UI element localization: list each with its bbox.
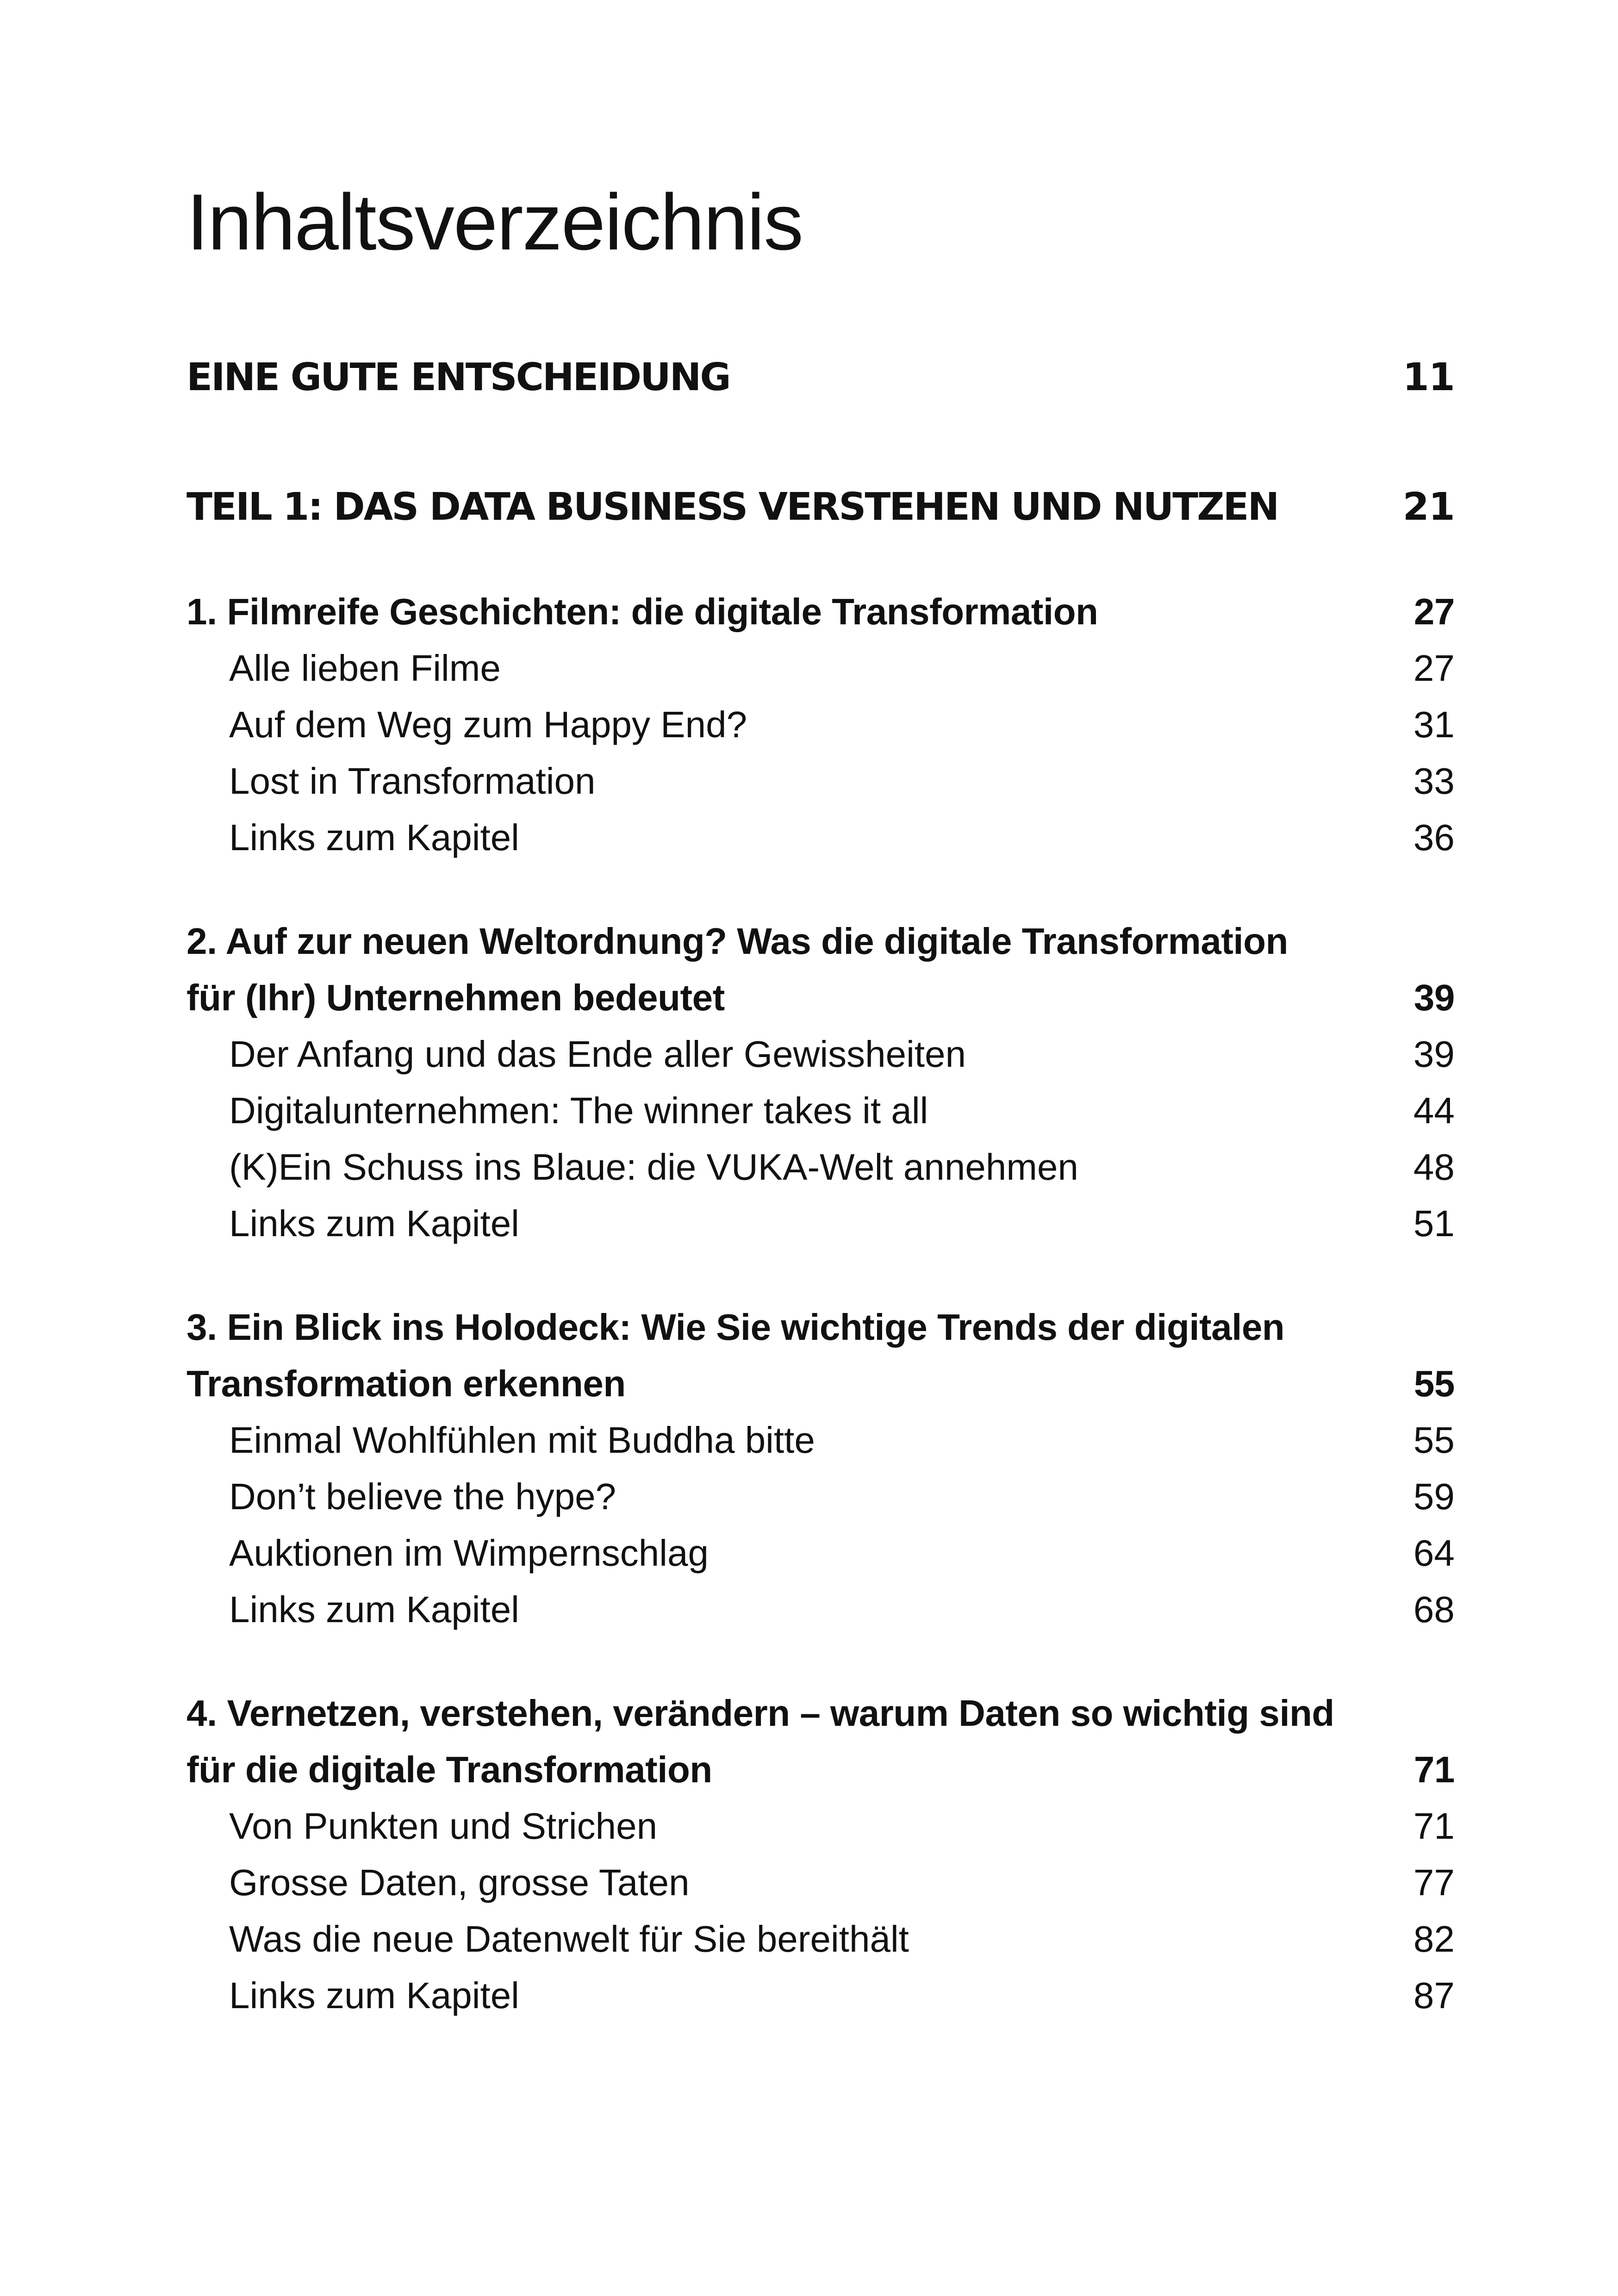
toc-chapter-entry[interactable]: [187, 914, 1455, 969]
chapter-title-continued: Transformation erkennen: [187, 1363, 626, 1404]
section-title: Links zum Kapitel: [229, 1589, 519, 1630]
part-title: TEIL 1: DAS DATA BUSINESS VERSTEHEN UND NUTZEN: [187, 485, 1278, 529]
chapter-title: 3. Ein Blick ins Holodeck: Wie Sie wichtige Trends der digitalen: [187, 1307, 1285, 1348]
chapter-title: 4. Vernetzen, verstehen, verändern – warum Daten so wichtig sind: [187, 1692, 1334, 1734]
section-title: Einmal Wohlfühlen mit Buddha bitte: [229, 1419, 815, 1461]
toc-section-entry[interactable]: [187, 1412, 1455, 1468]
section-title: Grosse Daten, grosse Taten: [229, 1862, 690, 1903]
page-number: 82: [1413, 1918, 1455, 1960]
part-title: EINE GUTE ENTSCHEIDUNG: [187, 355, 730, 399]
section-title: Don’t believe the hype?: [229, 1476, 616, 1517]
section-title: Der Anfang und das Ende aller Gewissheiten: [229, 1033, 966, 1075]
toc-chapter-entry[interactable]: [187, 1300, 1455, 1355]
toc-chapter-entry[interactable]: [187, 1686, 1455, 1741]
toc-section-entry[interactable]: [187, 1469, 1455, 1524]
page-number: 31: [1413, 704, 1455, 745]
chapter-title-continued: für (Ihr) Unternehmen bedeutet: [187, 977, 725, 1018]
toc-page: [187, 0, 1455, 2296]
page-number: 64: [1413, 1532, 1455, 1574]
section-title: Auf dem Weg zum Happy End?: [229, 704, 747, 745]
page-number: 36: [1413, 817, 1455, 858]
chapter-title: 2. Auf zur neuen Weltordnung? Was die digitale Transformation: [187, 921, 1288, 962]
page-number: 59: [1413, 1476, 1455, 1517]
page-number: 87: [1413, 1975, 1455, 2016]
toc-section-entry[interactable]: [187, 1083, 1455, 1139]
toc-section-entry[interactable]: [187, 697, 1455, 753]
toc-section-entry[interactable]: [187, 753, 1455, 809]
section-title: Links zum Kapitel: [229, 1975, 519, 2016]
section-title: Lost in Transformation: [229, 760, 596, 802]
chapter-title-continued: für die digitale Transformation: [187, 1749, 712, 1790]
toc-section-entry[interactable]: [187, 641, 1455, 696]
page-number: 77: [1413, 1862, 1455, 1903]
section-title: Alle lieben Filme: [229, 647, 501, 689]
page-number: 48: [1413, 1146, 1455, 1188]
toc-section-entry[interactable]: [187, 1798, 1455, 1854]
page-title: Inhaltsverzeichnis: [187, 178, 803, 267]
chapter-title: 1. Filmreife Geschichten: die digitale Transformation: [187, 591, 1098, 632]
toc-section-entry[interactable]: [187, 1139, 1455, 1195]
page-number: 44: [1413, 1090, 1455, 1131]
toc-section-entry[interactable]: [187, 810, 1455, 865]
section-title: (K)Ein Schuss ins Blaue: die VUKA-Welt annehmen: [229, 1146, 1078, 1188]
section-title: Von Punkten und Strichen: [229, 1805, 658, 1847]
section-title: Was die neue Datenwelt für Sie bereithält: [229, 1918, 909, 1960]
page-number: 27: [1414, 591, 1455, 632]
toc-section-entry[interactable]: [187, 1582, 1455, 1637]
page-number: 51: [1413, 1203, 1455, 1244]
page-number: 21: [1402, 485, 1455, 529]
toc-section-entry[interactable]: [187, 1027, 1455, 1082]
toc-section-entry[interactable]: [187, 1525, 1455, 1581]
toc-chapter-entry[interactable]: [187, 584, 1455, 640]
section-title: Links zum Kapitel: [229, 817, 519, 858]
page-number: 39: [1414, 977, 1455, 1018]
toc-chapter-entry-continued[interactable]: [187, 970, 1455, 1026]
section-title: Auktionen im Wimpernschlag: [229, 1532, 709, 1574]
toc-chapter-entry-continued[interactable]: [187, 1356, 1455, 1412]
toc-section-entry[interactable]: [187, 1968, 1455, 2023]
toc-chapter-entry-continued[interactable]: [187, 1742, 1455, 1798]
page-number: 33: [1413, 760, 1455, 802]
page-number: 71: [1414, 1749, 1455, 1790]
toc-part-entry[interactable]: [187, 479, 1455, 535]
toc-section-entry[interactable]: [187, 1196, 1455, 1251]
page-number: 55: [1414, 1363, 1455, 1404]
page-number: 11: [1402, 355, 1455, 399]
page-number: 39: [1413, 1033, 1455, 1075]
section-title: Digitalunternehmen: The winner takes it all: [229, 1090, 928, 1131]
toc-part-entry[interactable]: [187, 349, 1455, 405]
page-number: 71: [1413, 1805, 1455, 1847]
toc-section-entry[interactable]: [187, 1855, 1455, 1910]
toc-section-entry[interactable]: [187, 1911, 1455, 1967]
page-number: 27: [1413, 647, 1455, 689]
section-title: Links zum Kapitel: [229, 1203, 519, 1244]
page-number: 55: [1413, 1419, 1455, 1461]
page-number: 68: [1413, 1589, 1455, 1630]
